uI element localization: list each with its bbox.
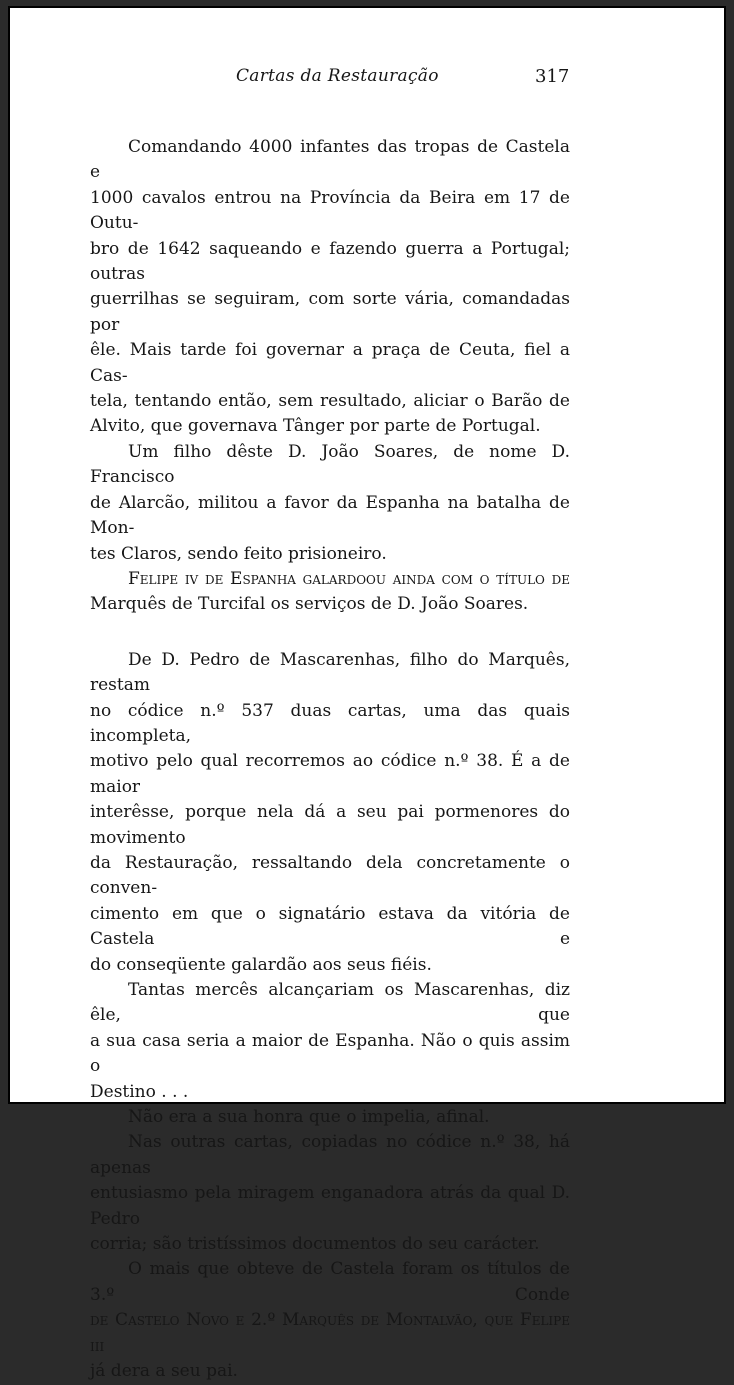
text-line: Destino . . . — [90, 1081, 189, 1102]
page-header — [10, 66, 724, 90]
text-line: motivo pelo qual recorremos ao códice n.º 38. É a de maior — [90, 751, 570, 797]
text-line: interêsse, porque nela dá a seu pai pormenores do movimento — [90, 802, 570, 848]
paragraph — [90, 1257, 570, 1384]
text-line: no códice n.º 537 duas cartas, uma das quais incompleta, — [90, 700, 570, 746]
section-gap — [90, 618, 570, 648]
text-line: guerrilhas se seguiram, com sorte vária, comandadas por — [90, 289, 570, 335]
page-body — [90, 135, 570, 1385]
text-line: de Castelo Novo e 2.º Marquês de Montalvão, que Felipe iii — [90, 1310, 570, 1356]
text-line: êle. Mais tarde foi governar a praça de Ceuta, fiel a Cas- — [90, 340, 570, 386]
paragraph — [90, 135, 570, 440]
paragraph — [90, 648, 570, 978]
text-line: bro de 1642 saqueando e fazendo guerra a Portugal; outras — [90, 238, 570, 285]
text-line: O mais que obteve de Castela foram os títulos de 3.º Conde — [90, 1259, 570, 1305]
text-line: Um filho dêste D. João Soares, de nome D. Francisco — [90, 441, 570, 488]
paragraph — [90, 567, 570, 618]
text-line: cimento em que o signatário estava da vitória de Castela e — [90, 903, 570, 950]
book-page — [8, 6, 726, 1382]
text-line: Felipe iv de Espanha galardoou ainda com o título de — [128, 568, 570, 589]
text-line: tes Claros, sendo feito prisioneiro. — [90, 543, 387, 564]
text-line: do conseqüente galardão aos seus fiéis. — [90, 954, 432, 975]
paragraph — [90, 978, 570, 1105]
text-line: tela, tentando então, sem resultado, aliciar o Barão de — [90, 391, 570, 412]
paragraph — [90, 1105, 570, 1130]
text-line: da Restauração, ressaltando dela concretamente o conven- — [90, 852, 570, 899]
page-number: 317 — [535, 66, 570, 87]
text-line: 1000 cavalos entrou na Província da Beira em 17 de Outu- — [90, 187, 570, 234]
text-line: Marquês de Turcifal os serviços de D. João Soares. — [90, 594, 529, 615]
paragraph — [90, 440, 570, 567]
text-line: Comandando 4000 infantes das tropas de Castela e — [90, 137, 570, 183]
text-line: entusiasmo pela miragem enganadora atrás da qual D. Pedro — [90, 1183, 570, 1229]
text-line: Tantas mercês alcançariam os Mascarenhas, diz êle, que — [90, 980, 570, 1026]
text-line: corria; são tristíssimos documentos do seu carácter. — [90, 1234, 540, 1255]
text-line: Não era a sua honra que o impelia, afinal. — [128, 1107, 490, 1128]
text-line: já dera a seu pai. — [90, 1361, 238, 1382]
running-title: Cartas da Restauração — [236, 66, 439, 86]
text-line: de Alarcão, militou a favor da Espanha na batalha de Mon- — [90, 492, 570, 539]
text-line: Nas outras cartas, copiadas no códice n.º 38, há apenas — [90, 1132, 570, 1178]
text-line: a sua casa seria a maior de Espanha. Não o quis assim o — [90, 1030, 570, 1077]
text-line: De D. Pedro de Mascarenhas, filho do Marquês, restam — [90, 649, 570, 696]
paragraph — [90, 1130, 570, 1257]
text-line: Alvito, que governava Tânger por parte de Portugal. — [90, 416, 541, 437]
